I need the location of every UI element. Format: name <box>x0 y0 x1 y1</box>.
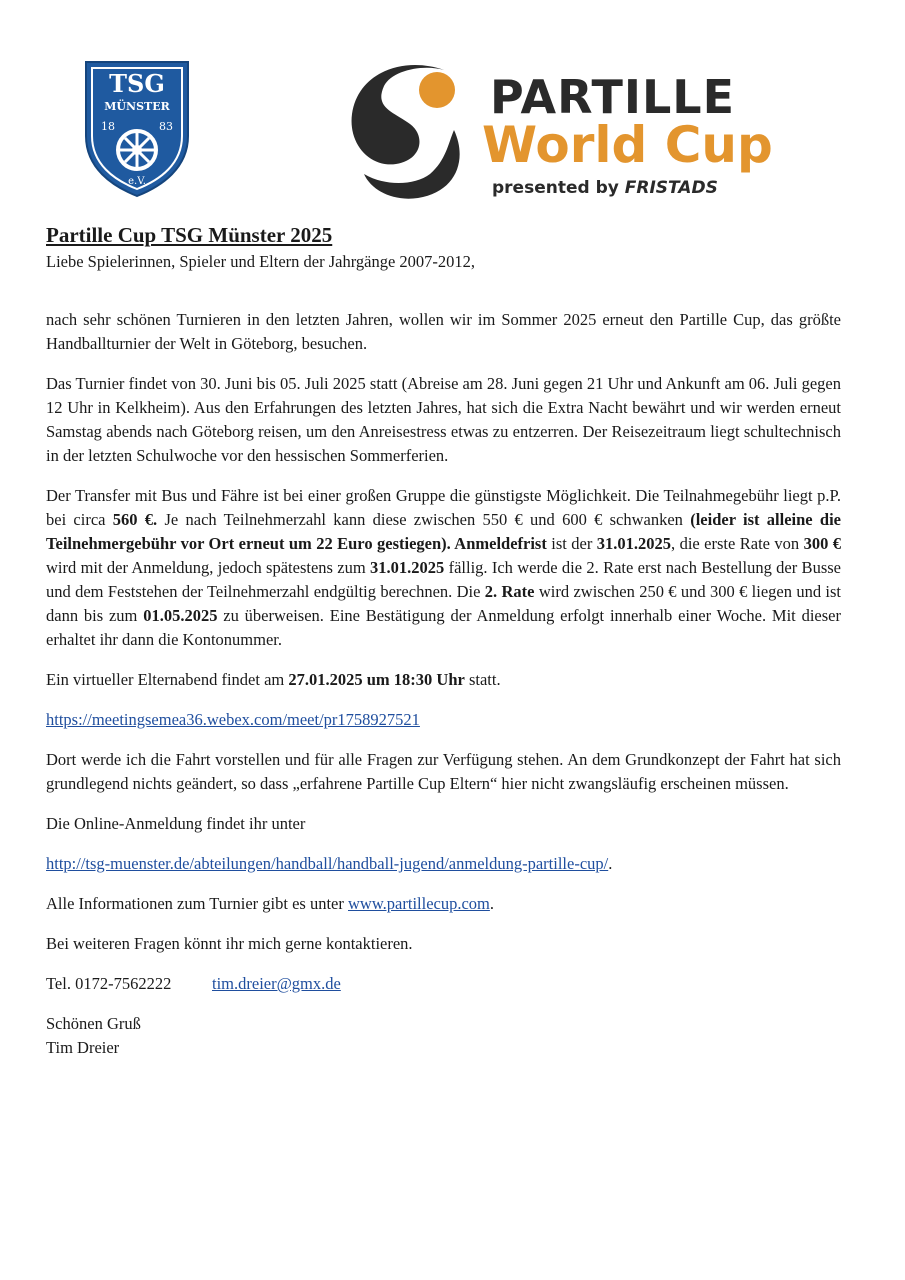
cost-text-5: wird mit der Anmeldung, jedoch spätestens zum <box>46 558 371 577</box>
greeting: Liebe Spielerinnen, Spieler und Eltern der Jahrgänge 2007-2012, <box>46 252 476 271</box>
tsg-logo-suffix: e.V. <box>128 176 146 187</box>
cost-note-deadline: (leider ist alleine die Teilnehmergebühr vor Ort erneut um 22 Euro gestiegen). Anmeldefrist <box>46 510 841 553</box>
paragraph-parents-evening <box>46 668 841 692</box>
cost-text-4: , die erste Rate von <box>671 534 804 553</box>
letter-body <box>46 220 841 1060</box>
paragraph-website <box>46 892 841 916</box>
partillecup-link[interactable]: www.partillecup.com <box>348 894 490 913</box>
cost-text-2: Je nach Teilnehmerzahl kann diese zwischen 550 € und 600 € schwanken <box>157 510 691 529</box>
signup-link-row <box>46 852 841 876</box>
paragraph-costs <box>46 484 841 652</box>
second-rate-label: 2. Rate <box>484 582 535 601</box>
paragraph-contact: Bei weiteren Fragen könnt ihr mich gerne kontaktieren. <box>46 934 413 953</box>
letter-title: Partille Cup TSG Münster 2025 <box>46 223 333 247</box>
first-rate-date: 31.01.2025 <box>370 558 445 577</box>
sponsor-name: FRISTADS <box>624 178 718 198</box>
presented-by-line <box>492 178 718 198</box>
tsg-muenster-logo <box>82 58 192 198</box>
contact-row <box>46 972 841 996</box>
email-link[interactable]: tim.dreier@gmx.de <box>212 974 341 993</box>
deadline-date: 31.01.2025 <box>596 534 672 553</box>
meeting-link-row <box>46 708 841 732</box>
cost-text-8: zu überweisen. Eine Bestätigung der Anmeldung erfolgt innerhalb einer Woche. Mit dieser erhaltet ihr dann die Kontonummer. <box>46 606 841 649</box>
signup-link[interactable]: http://tsg-muenster.de/abteilungen/handball/handball-jugend/anmeldung-partille-cup/ <box>46 854 609 873</box>
closing: Schönen Gruß <box>46 1014 141 1033</box>
evening-datetime: 27.01.2025 um 18:30 Uhr <box>288 670 465 689</box>
tsg-logo-city: MÜNSTER <box>104 100 170 113</box>
signature-name: Tim Dreier <box>46 1038 120 1057</box>
world-cup-wordmark: World Cup <box>482 116 773 174</box>
tsg-logo-title: TSG <box>109 69 165 98</box>
cost-text-1: Der Transfer mit Bus und Fähre ist bei einer großen Gruppe die günstigste Möglichkeit. Die Teilnahmegebühr liegt p.P. bei circa <box>46 486 841 529</box>
presented-by-label: presented by <box>492 178 619 198</box>
evening-text-1: Ein virtueller Elternabend findet am <box>46 670 289 689</box>
partille-wordmark: PARTILLE <box>490 70 735 124</box>
website-text-1: Alle Informationen zum Turnier gibt es unter <box>46 894 348 913</box>
tsg-logo-year-right: 83 <box>159 120 173 133</box>
paragraph-signup: Die Online-Anmeldung findet ihr unter <box>46 814 306 833</box>
signup-suffix: . <box>608 854 613 873</box>
cost-text-7: wird zwischen 250 € und 300 € liegen und ist dann bis zum <box>46 582 842 625</box>
first-rate-amount: 300 € <box>803 534 841 553</box>
tsg-logo-year-left: 18 <box>101 120 115 133</box>
evening-text-2: statt. <box>464 670 501 689</box>
meeting-link[interactable]: https://meetingsemea36.webex.com/meet/pr1758927521 <box>46 710 420 729</box>
cost-text-6: fällig. Ich werde die 2. Rate erst nach Bestellung der Busse und dem Feststehen der Teilnehmerzahl endgültig berechnen. Die <box>46 558 841 601</box>
paragraph-intro: nach sehr schönen Turnieren in den letzten Jahren, wollen wir im Sommer 2025 erneut den Partille Cup, das größte Handballturnier der Welt in Göteborg, besuchen. <box>46 310 841 353</box>
phone-number: Tel. 0172-7562222 <box>46 974 172 993</box>
paragraph-info: Dort werde ich die Fahrt vorstellen und für alle Fragen zur Verfügung stehen. An dem Grundkonzept der Fahrt hat sich grundlegend nichts geändert, so dass „erfahrene Partille Cup Eltern“ hier nicht zwangsläufig erscheinen müssen. <box>46 750 841 793</box>
cost-fee: 560 €. <box>112 510 158 529</box>
second-rate-date: 01.05.2025 <box>143 606 218 625</box>
cost-text-3: ist der <box>546 534 597 553</box>
website-text-2: . <box>489 894 495 913</box>
paragraph-dates: Das Turnier findet von 30. Juni bis 05. Juli 2025 statt (Abreise am 28. Juni gegen 21 Uhr und Ankunft am 06. Juli gegen 12 Uhr in Kelkheim). Aus den Erfahrungen des letzten Jahres, hat sich die Extra Nacht bewährt und wir werden erneut Samstag abends nach Göteborg reisen, um den Anreisestress etwas zu entzerren. Der Reisezeitraum liegt schultechnisch in der letzten Schulwoche vor den hessischen Sommerferien. <box>46 374 841 465</box>
